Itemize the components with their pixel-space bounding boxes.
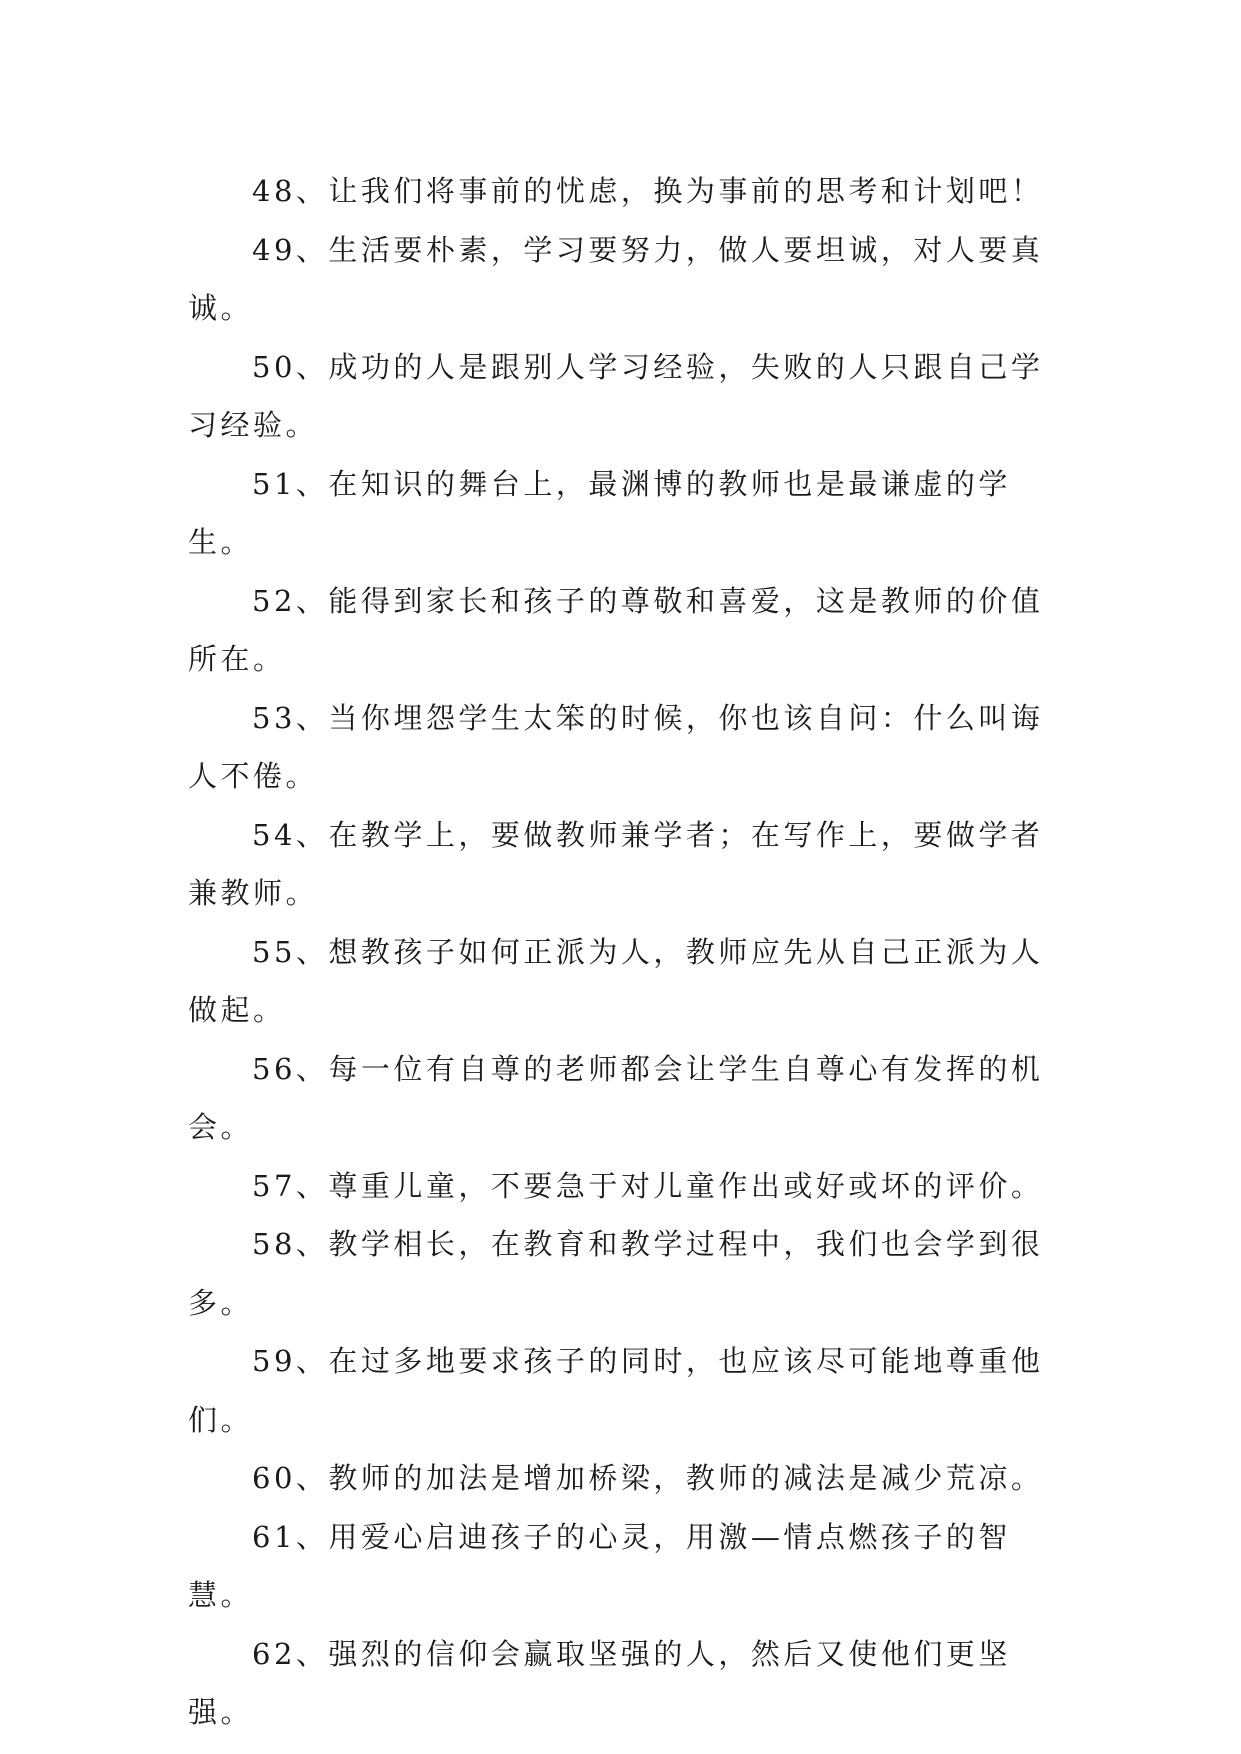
paragraph-56: 56、每一位有自尊的老师都会让学生自尊心有发挥的机会。 [188,1051,1044,1144]
paragraph-62: 62、强烈的信仰会赢取坚强的人，然后又使他们更坚强。 [188,1636,1011,1729]
paragraph-58: 58、教学相长，在教育和教学过程中，我们也会学到很多。 [188,1227,1044,1320]
paragraph-55: 55、想教孩子如何正派为人，教师应先从自己正派为人做起。 [188,934,1044,1027]
paragraph-49: 49、生活要朴素，学习要努力，做人要坦诚，对人要真诚。 [188,232,1044,325]
paragraph-51: 51、在知识的舞台上，最渊博的教师也是最谦虚的学生。 [188,466,1011,559]
paragraph-48: 48、让我们将事前的忧虑，换为事前的思考和计划吧！ [252,174,1044,208]
document-body [188,162,1063,1742]
paragraph-53: 53、当你埋怨学生太笨的时候，你也该自问：什么叫诲人不倦。 [188,700,1044,793]
paragraph-61: 61、用爱心启迪孩子的心灵，用激—情点燃孩子的智慧。 [188,1519,1011,1612]
paragraph-60: 60、教师的加法是增加桥梁，教师的减法是减少荒凉。 [252,1461,1044,1495]
paragraph-52: 52、能得到家长和孩子的尊敬和喜爱，这是教师的价值所在。 [188,583,1044,676]
paragraph-59: 59、在过多地要求孩子的同时，也应该尽可能地尊重他们。 [188,1344,1044,1437]
paragraph-50: 50、成功的人是跟别人学习经验，失败的人只跟自己学习经验。 [188,349,1044,442]
paragraph-54: 54、在教学上，要做教师兼学者；在写作上，要做学者兼教师。 [188,817,1044,910]
paragraph-57: 57、尊重儿童，不要急于对儿童作出或好或坏的评价。 [252,1168,1044,1203]
